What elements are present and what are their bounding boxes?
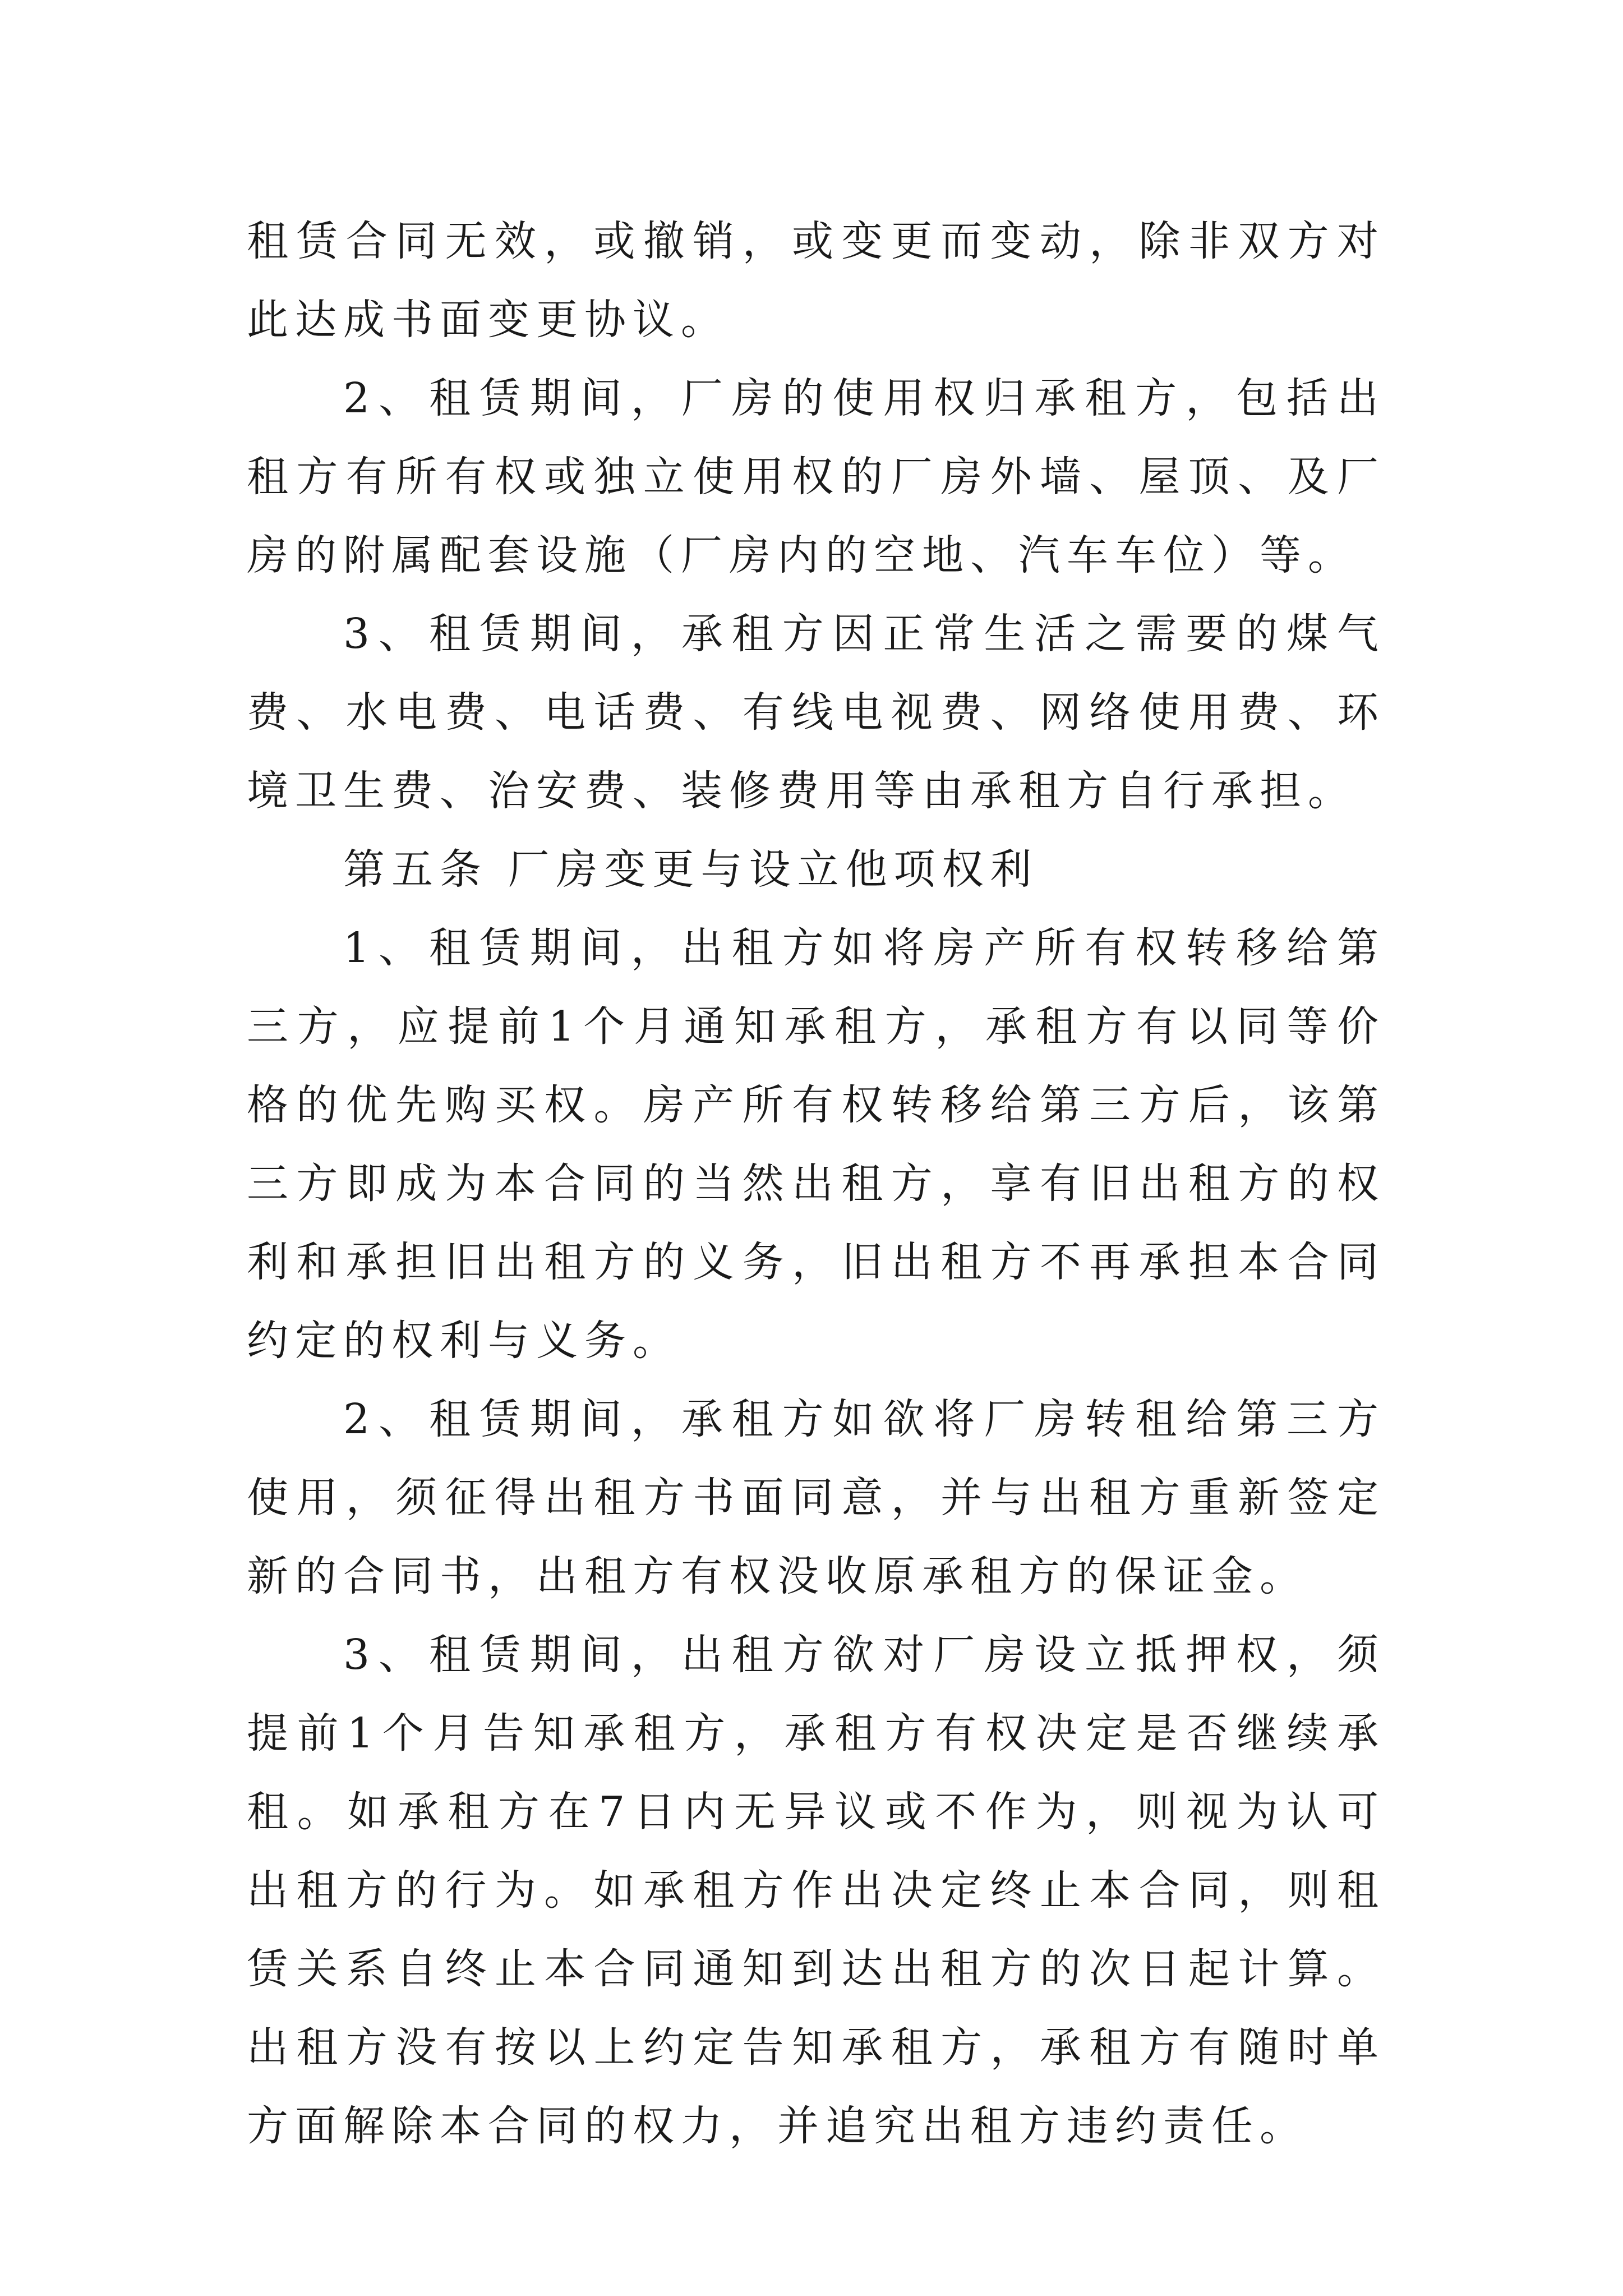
section-heading-article-5: 第五条 厂房变更与设立他项权利 [343,845,1039,894]
paragraph-article-5-clause-1: 1、租赁期间，出租方如将房产所有权转移给第三方，应提前1个月通知承租方，承租方有以同等价格的优先购买权。房产所有权转移给第三方后，该第三方即成为本合同的当然出租方，享有旧出租方的权利和承担旧出租方的义务，旧出租方不再承担本合同约定的权利与义务。 [247,924,1385,1365]
paragraph-continuation: 租赁合同无效，或撤销，或变更而变动，除非双方对此达成书面变更协议。 [247,217,1385,344]
paragraph-article-5-clause-3: 3、租赁期间，出租方欲对厂房设立抵押权，须提前1个月告知承租方，承租方有权决定是否继续承租。如承租方在7日内无异议或不作为，则视为认可出租方的行为。如承租方作出决定终止本合同，则租赁关系自终止本合同通知到达出租方的次日起计算。出租方没有按以上约定告知承租方，承租方有随时单方面解除本合同的权力，并追究出租方违约责任。 [247,1631,1385,2150]
document-body [247,202,1385,2165]
paragraph-clause-2: 2、租赁期间，厂房的使用权归承租方，包括出租方有所有权或独立使用权的厂房外墙、屋顶、及厂房的附属配套设施（厂房内的空地、汽车车位）等。 [247,374,1385,579]
paragraph-clause-3: 3、租赁期间，承租方因正常生活之需要的煤气费、水电费、电话费、有线电视费、网络使用费、环境卫生费、治安费、装修费用等由承租方自行承担。 [247,610,1385,815]
paragraph-article-5-clause-2: 2、租赁期间，承租方如欲将厂房转租给第三方使用，须征得出租方书面同意，并与出租方重新签定新的合同书，出租方有权没收原承租方的保证金。 [247,1395,1385,1600]
